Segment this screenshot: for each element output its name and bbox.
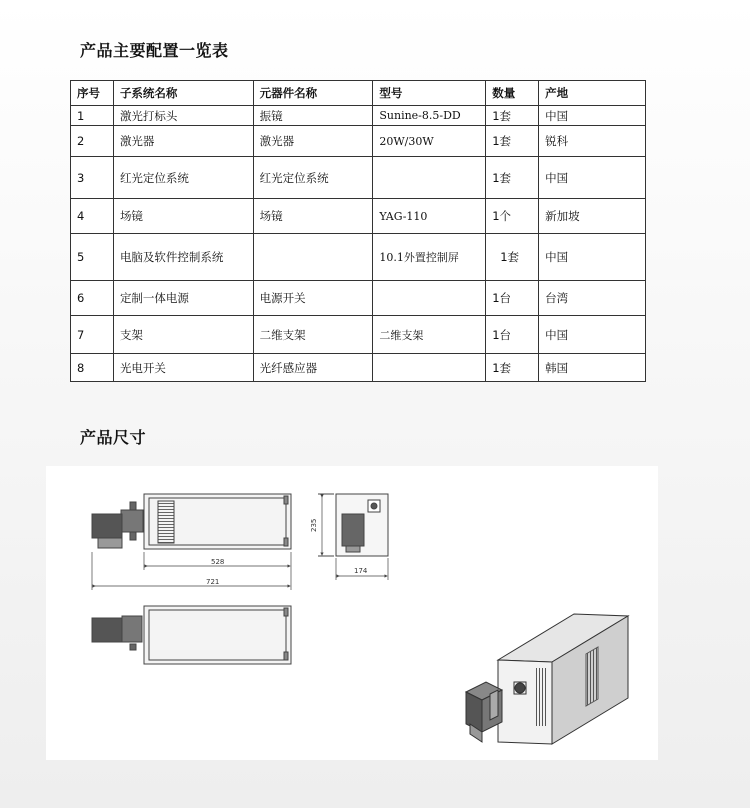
table-row xyxy=(71,354,646,382)
cell-origin: 中国 xyxy=(539,316,646,354)
cell-component: 二维支架 xyxy=(253,316,373,354)
cell-subsystem: 定制一体电源 xyxy=(113,281,253,316)
cell-origin: 中国 xyxy=(539,234,646,281)
dimension-drawings xyxy=(46,466,658,760)
cell-subsystem: 光电开关 xyxy=(113,354,253,382)
cell-subsystem: 电脑及软件控制系统 xyxy=(113,234,253,281)
cell-origin: 中国 xyxy=(539,157,646,199)
side-view-drawing xyxy=(92,494,291,549)
cell-origin: 韩国 xyxy=(539,354,646,382)
dimension-length-body: 528 xyxy=(211,558,225,566)
table-header-row xyxy=(71,81,646,106)
table-row xyxy=(71,199,646,234)
header-model: 型号 xyxy=(373,81,486,106)
cell-origin: 中国 xyxy=(539,106,646,126)
config-table xyxy=(70,80,646,382)
cell-component xyxy=(253,234,373,281)
cell-subsystem: 激光器 xyxy=(113,126,253,157)
cell-subsystem: 支架 xyxy=(113,316,253,354)
cell-quantity: 1台 xyxy=(486,316,539,354)
header-quantity: 数量 xyxy=(486,81,539,106)
cell-model: Sunine-8.5-DD xyxy=(373,106,486,126)
cell-component: 红光定位系统 xyxy=(253,157,373,199)
cell-index: 2 xyxy=(71,126,114,157)
front-view-drawing xyxy=(318,494,388,580)
length-dimension-lines xyxy=(92,552,291,590)
cell-index: 4 xyxy=(71,199,114,234)
cell-quantity: 1套 xyxy=(486,234,539,281)
cell-model: 二维支架 xyxy=(373,316,486,354)
config-table-title: 产品主要配置一览表 xyxy=(80,41,229,60)
cell-component: 振镜 xyxy=(253,106,373,126)
cell-model: 10.1外置控制屏 xyxy=(373,234,486,281)
cell-model xyxy=(373,281,486,316)
isometric-view-drawing xyxy=(466,614,628,744)
cell-quantity: 1套 xyxy=(486,106,539,126)
cell-origin: 台湾 xyxy=(539,281,646,316)
cell-quantity: 1套 xyxy=(486,157,539,199)
table-row xyxy=(71,316,646,354)
cell-component: 光纤感应器 xyxy=(253,354,373,382)
dimension-width: 174 xyxy=(354,567,368,575)
dimension-drawings-panel xyxy=(46,466,658,760)
cell-quantity: 1台 xyxy=(486,281,539,316)
header-subsystem: 子系统名称 xyxy=(113,81,253,106)
cell-subsystem: 红光定位系统 xyxy=(113,157,253,199)
cell-origin: 锐科 xyxy=(539,126,646,157)
cell-index: 6 xyxy=(71,281,114,316)
dimension-length-total: 721 xyxy=(206,578,220,586)
header-origin: 产地 xyxy=(539,81,646,106)
table-row xyxy=(71,126,646,157)
cell-model xyxy=(373,354,486,382)
cell-quantity: 1套 xyxy=(486,354,539,382)
cell-index: 1 xyxy=(71,106,114,126)
cell-subsystem: 场镜 xyxy=(113,199,253,234)
cell-subsystem: 激光打标头 xyxy=(113,106,253,126)
top-view-drawing xyxy=(92,606,291,664)
table-row xyxy=(71,281,646,316)
cell-model: 20W/30W xyxy=(373,126,486,157)
header-index: 序号 xyxy=(71,81,114,106)
cell-model xyxy=(373,157,486,199)
cell-index: 5 xyxy=(71,234,114,281)
table-row xyxy=(71,234,646,281)
cell-index: 7 xyxy=(71,316,114,354)
dimensions-title: 产品尺寸 xyxy=(80,428,147,447)
cell-index: 3 xyxy=(71,157,114,199)
cell-index: 8 xyxy=(71,354,114,382)
cell-model: YAG-110 xyxy=(373,199,486,234)
table-row xyxy=(71,157,646,199)
cell-component: 电源开关 xyxy=(253,281,373,316)
cell-component: 场镜 xyxy=(253,199,373,234)
cell-quantity: 1个 xyxy=(486,199,539,234)
cell-origin: 新加坡 xyxy=(539,199,646,234)
dimension-height: 235 xyxy=(310,518,318,532)
cell-component: 激光器 xyxy=(253,126,373,157)
table-row xyxy=(71,106,646,126)
header-component: 元器件名称 xyxy=(253,81,373,106)
cell-quantity: 1套 xyxy=(486,126,539,157)
